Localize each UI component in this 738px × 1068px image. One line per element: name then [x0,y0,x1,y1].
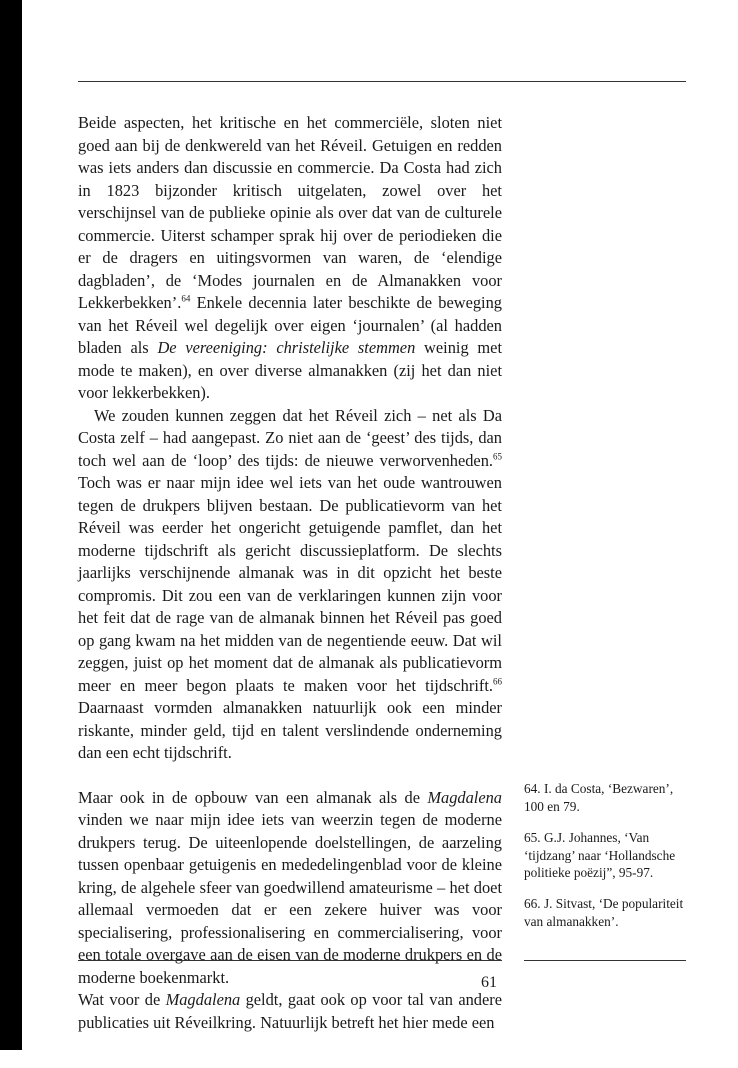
footnote-66: 66. J. Sitvast, ‘De populariteit van almanakken’. [524,896,684,929]
paragraph-4-text-b: geldt, gaat ook op voor tal van andere publicaties uit Réveilkring. Natuurlijk betreft het hier mede een [78,990,502,1032]
footnote-ref-65[interactable]: 65 [493,451,502,462]
paragraph-2-text-c: Daarnaast vormden almanakken natuurlijk ook een minder riskante, minder geld, tijd en talent verslindende onderneming dan een echt tijdschrift. [78,698,502,762]
paragraph-3-text-a: Maar ook in de opbouw van een almanak als de [78,787,428,807]
main-text-column [78,112,502,1034]
footer-rule-notes [524,960,686,961]
page-number: 61 [481,974,497,991]
scan-edge-bar [0,0,22,1050]
paragraph-3-title-italic: Magdalena [427,787,502,807]
paragraph-3-text-b: vinden we naar mijn idee iets van weerzin tegen de moderne drukpers terug. De uiteenlopende doelstellingen, de aarzeling tussen openbaar getuigenis en mededelingenblad voor de kleine kring, de algehele sfeer van goedwillend amateurisme – het doet allemaal vermoeden dat er een zekere huiver was voor specialisering, professionalisering en commercialisering, voor een totale overgave aan de eisen van de moderne drukpers en de moderne boekenmarkt. [78,810,502,987]
paragraph-4-text-a: Wat voor de [78,990,166,1009]
paragraph-4 [78,989,502,1034]
paragraph-2-text-a: We zouden kunnen zeggen dat het Réveil zich – net als Da Costa zelf – had aangepast. Zo niet aan de ‘geest’ des tijds, dan toch wel aan de ‘loop’ des tijds: de nieuwe verworvenheden. [78,405,502,470]
footer-rule-main [78,960,502,961]
paragraph-1-text-c: weinig met mode te maken), en over diverse almanakken (zij het dan niet voor lekkerbekken). [78,338,503,402]
paragraph-1-text-b: Enkele decennia later beschikte de beweging van het Réveil wel degelijk over eigen ‘journalen’ (al hadden bladen als [78,293,502,357]
paragraph-4-title-italic: Magdalena [165,990,241,1009]
paragraph-1 [78,112,502,405]
paragraph-2-text-b: Toch was er naar mijn idee wel iets van het oude wantrouwen tegen de drukpers blijven bestaan. De publicatievorm van het Réveil was eerder het ongericht getuigende pamflet, dan het moderne tijdschrift als gericht discussieplatform. De slechts jaarlijks verschijnende almanak was in dit opzicht het beste compromis. Dit zou een van de verklaringen kunnen zijn voor het feit dat de rage van de almanak binnen het Réveil pas goed op gang kwam na het midden van de negentiende eeuw. Dat wil zeggen, juist op het moment dat de almanak als publicatievorm meer en meer begon plaats te maken voor het tijdschrift. [78,473,502,695]
paragraph-3 [78,787,502,990]
header-rule [78,81,686,82]
footnote-ref-64[interactable]: 64 [181,293,191,304]
footnote-64: 64. I. da Costa, ‘Bezwaren’, 100 en 79. [524,781,674,814]
paragraph-1-title-italic: De vereeniging: christelijke stemmen [157,338,416,357]
footnote-ref-66[interactable]: 66 [493,676,502,687]
paragraph-1-text-a: Beide aspecten, het kritische en het commerciële, sloten niet goed aan bij de denkwereld van het Réveil. Getuigen en redden was iets anders dan discussie en commercie. Da Costa had zich in 1823 bijzonder kritisch uitgelaten, zowel over het verschijnsel van de publieke opinie als over dat van de culturele commercie. Uiterst schamper sprak hij over de periodieken die er de dragers en uitingsvormen van waren, de ‘elendige dagbladen’, de ‘Modes journalen en de Almanakken voor Lekkerbekken’. [78,113,502,312]
paragraph-2 [78,405,502,765]
footnote-65: 65. G.J. Johannes, ‘Van ‘tijdzang’ naar ‘Hollandsche politieke poëzij”, 95-97. [524,830,676,880]
